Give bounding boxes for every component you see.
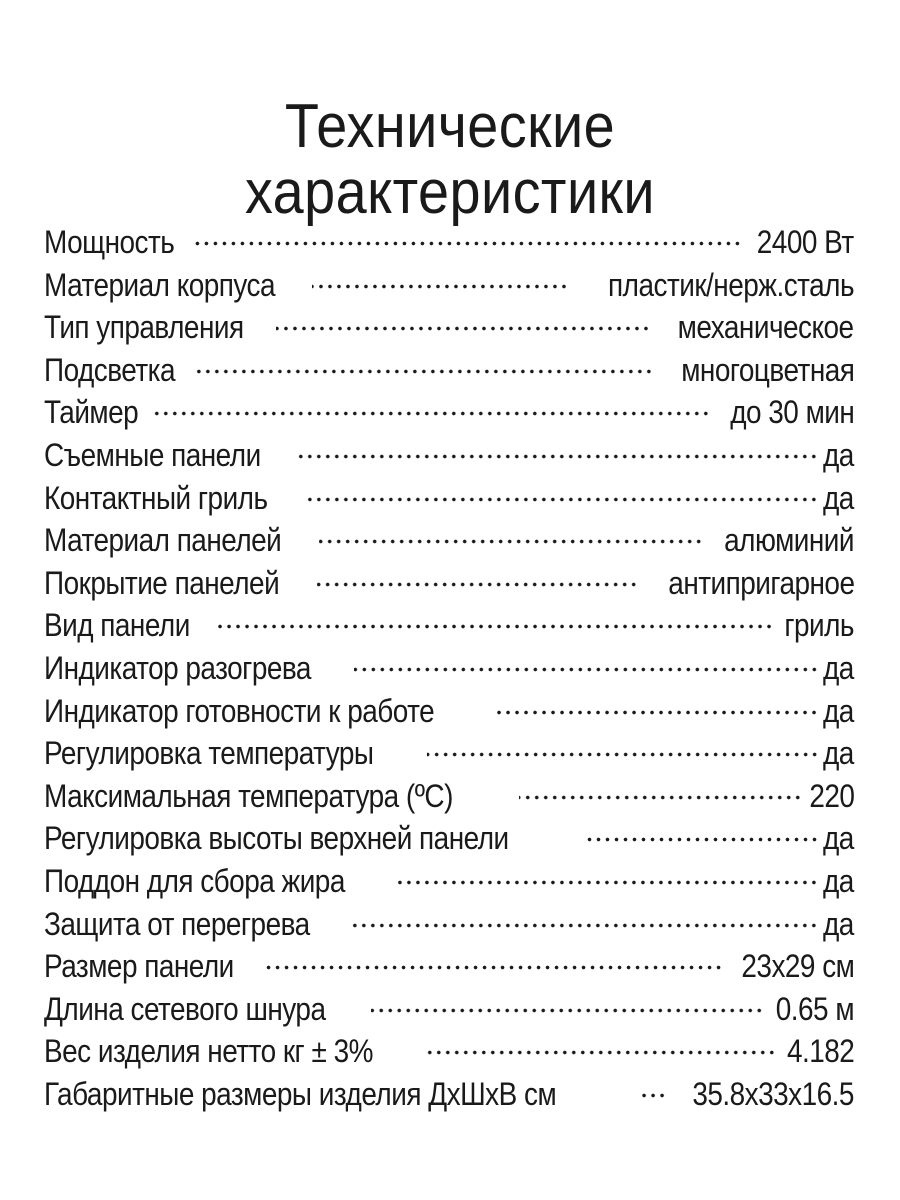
spec-row	[44, 434, 854, 477]
spec-label: Поддон для сбора жира	[44, 862, 345, 899]
spec-value: механическое	[678, 309, 854, 346]
spec-row	[44, 349, 854, 392]
spec-label: Мощность	[44, 224, 175, 260]
spec-value: да	[823, 649, 854, 686]
spec-label: Подсветка	[44, 351, 176, 388]
dot-leader	[295, 448, 818, 466]
spec-value: пластик/нерж.сталь	[608, 266, 854, 303]
dot-leader	[497, 703, 819, 721]
spec-label: Индикатор готовности к работе	[44, 692, 435, 729]
dot-leader	[276, 320, 650, 338]
spec-row	[44, 647, 854, 690]
spec-value: да	[823, 862, 854, 899]
spec-label: Контактный гриль	[44, 479, 268, 516]
dot-leader	[352, 916, 818, 934]
dot-leader	[213, 618, 774, 636]
spec-row	[44, 264, 854, 307]
dot-leader	[584, 831, 819, 849]
dot-leader	[196, 362, 653, 380]
spec-row	[44, 306, 854, 349]
spec-row	[44, 477, 854, 520]
spec-label: Таймер	[44, 394, 139, 431]
spec-value: 2400 Вт	[757, 224, 854, 260]
spec-value: да	[823, 692, 854, 729]
spec-label: Материал панелей	[44, 522, 282, 559]
spec-row	[44, 860, 854, 903]
page-title	[45, 91, 855, 227]
spec-value: 35.8x33x16.5	[692, 1075, 854, 1112]
dot-leader	[303, 490, 818, 508]
spec-row	[44, 1073, 854, 1116]
spec-value: антипригарное	[667, 564, 854, 601]
dot-leader	[317, 575, 638, 593]
spec-value: да	[823, 479, 854, 516]
spec-value: да	[823, 820, 854, 857]
spec-label: Материал корпуса	[44, 266, 276, 303]
spec-value: 23x29 см	[741, 948, 854, 985]
spec-label: Покрытие панелей	[44, 564, 280, 601]
dot-leader	[312, 277, 568, 295]
spec-row	[44, 519, 854, 562]
spec-row	[44, 604, 854, 647]
spec-row	[44, 817, 854, 860]
spec-row	[44, 690, 854, 733]
spec-label: Тип управления	[44, 309, 244, 346]
spec-row	[44, 391, 854, 434]
spec-value: 0.65 м	[775, 990, 854, 1027]
dot-leader	[639, 1086, 667, 1104]
dot-leader	[519, 788, 802, 806]
spec-row	[44, 903, 854, 946]
spec-value: алюминий	[724, 522, 854, 559]
spec-label: Регулировка температуры	[44, 735, 374, 772]
spec-label: Индикатор разогрева	[44, 649, 311, 686]
dot-leader	[426, 1044, 776, 1062]
spec-value: да	[823, 735, 854, 772]
title-line-2: характеристики	[244, 157, 656, 227]
dot-leader	[371, 1001, 764, 1019]
title-line-1: Технические	[284, 91, 616, 161]
spec-row	[44, 945, 854, 988]
dot-leader	[264, 959, 723, 977]
spec-value: гриль	[784, 607, 854, 644]
spec-value: да	[823, 905, 854, 942]
dot-leader	[393, 874, 818, 892]
dot-leader	[427, 746, 819, 764]
spec-value: многоцветная	[680, 351, 854, 388]
dot-leader	[153, 405, 710, 423]
dot-leader	[319, 533, 703, 551]
spec-row	[44, 562, 854, 605]
spec-value: да	[823, 436, 854, 473]
spec-label: Размер панели	[44, 948, 234, 985]
spec-value: 4.182	[786, 1033, 854, 1070]
spec-label: Длина сетевого шнура	[44, 990, 326, 1027]
spec-row	[44, 732, 854, 775]
spec-row	[44, 221, 854, 264]
spec-label: Съемные панели	[44, 436, 261, 473]
spec-list	[44, 221, 854, 1115]
spec-label: Вид панели	[44, 607, 190, 644]
spec-label: Максимальная температура (ºС)	[44, 777, 453, 814]
spec-label: Защита от перегрева	[44, 905, 310, 942]
spec-label: Регулировка высоты верхней панели	[44, 820, 509, 857]
spec-label: Вес изделия нетто кг ± 3%	[44, 1033, 373, 1070]
spec-row	[44, 988, 854, 1031]
spec-value: 220	[808, 777, 854, 814]
spec-value: до 30 мин	[729, 394, 854, 431]
spec-row	[44, 775, 854, 818]
spec-label: Габаритные размеры изделия ДхШхВ см	[44, 1075, 557, 1112]
dot-leader	[354, 661, 819, 679]
spec-row	[44, 1030, 854, 1073]
dot-leader	[195, 235, 742, 253]
